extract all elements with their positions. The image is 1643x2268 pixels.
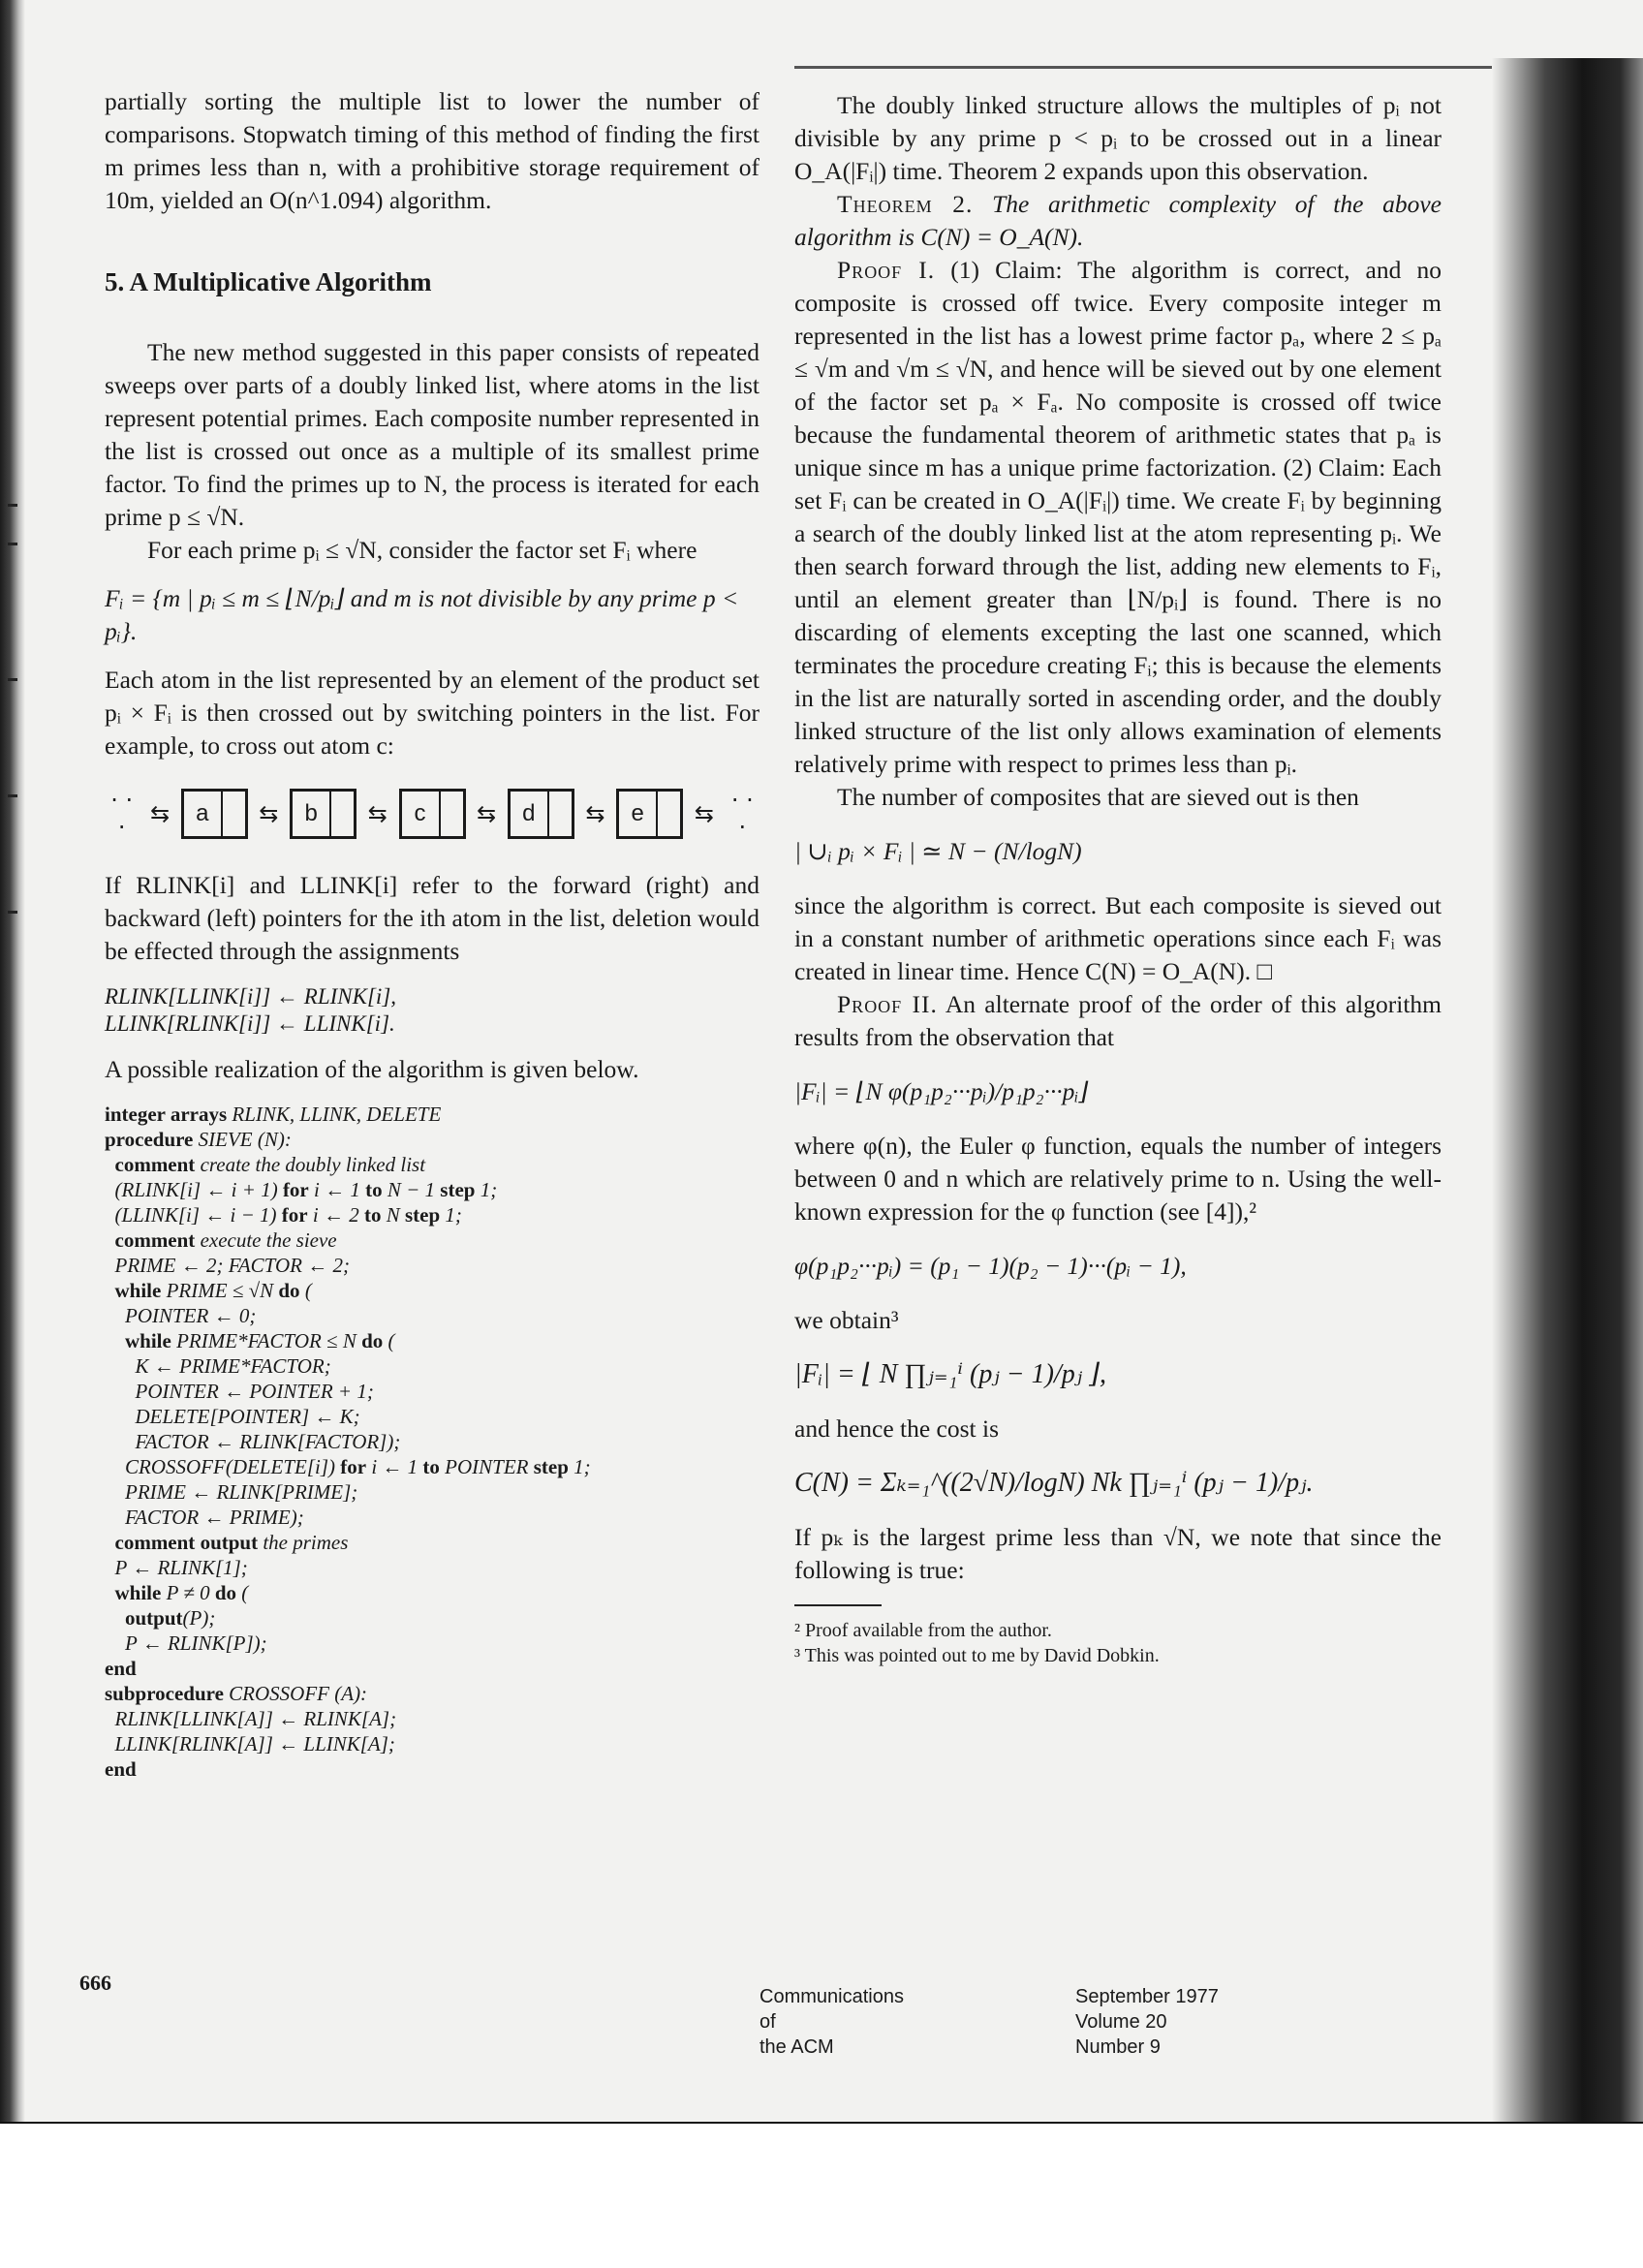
algorithm-listing [105,1102,760,1782]
double-arrow-icon: ⇆ [367,800,388,827]
proof-label: Proof I. [837,256,936,284]
atom-label: e [619,792,658,836]
issue-volume: Volume 20 [1075,2011,1167,2033]
paragraph: For each prime pᵢ ≤ √N, consider the factor set Fᵢ where [147,536,698,564]
top-rule [794,66,1492,69]
page-number: 666 [79,1971,111,1995]
atom-pointer [549,792,572,836]
formula-product: |Fᵢ| = ⌊ N ∏ⱼ₌₁ⁱ (pⱼ − 1)/pⱼ ⌋, [794,1359,1107,1389]
formula-factor-set: Fᵢ = {m | pᵢ ≤ m ≤ ⌊N/pᵢ⌋ and m is not divisible by any prime p < pᵢ}. [105,584,739,645]
code-line: (LLINK[i] ← i − 1) for i ← 2 to N step 1; [105,1203,462,1227]
code-line: (RLINK[i] ← i + 1) for i ← 1 to N − 1 step 1; [105,1178,498,1201]
edge-mark [8,504,17,507]
paragraph: A possible realization of the algorithm is given below. [105,1055,639,1083]
code-line: FACTOR ← PRIME); [105,1506,304,1529]
code-line: while P ≠ 0 do ( [114,1581,249,1604]
right-column [794,89,1442,1668]
paragraph: If RLINK[i] and LLINK[i] refer to the forward (right) and backward (left) pointers for the ith atom in the list, deletion would be effected through the assignments [105,871,760,965]
paragraph: The new method suggested in this paper consists of repeated sweeps over parts of a doubly linked list, where atoms in the list represent potential primes. Each composite number represented in the list is crossed out once as a multiple of its smallest prime factor. To find the primes up to N, the process is iterated for each prime p ≤ √N. [105,338,760,531]
theorem-text: The arithmetic complexity of the above algorithm is C(N) = O_A(N). [794,190,1442,251]
edge-mark [8,543,17,545]
binding-shadow-left [0,0,25,2122]
proof-label: Proof II. [837,990,938,1018]
journal-line: Communications [760,1986,904,2007]
paragraph: and hence the cost is [794,1414,1000,1443]
code-line: DELETE[POINTER] ← K; [105,1405,360,1428]
ellipsis: · · · [110,787,134,841]
issue-date: September 1977 [1075,1986,1219,2007]
list-atom [508,789,574,839]
code-line: CROSSOFF(DELETE[i]) for i ← 1 to POINTER step 1; [105,1455,591,1478]
issue-number: Number 9 [1075,2036,1161,2058]
code-line: subprocedure CROSSOFF (A): [105,1682,368,1705]
assignment: RLINK[LLINK[i]] ← RLINK[i], [105,984,397,1009]
atom-label: a [184,792,223,836]
edge-mark [8,911,17,914]
atom-pointer [331,792,354,836]
double-arrow-icon: ⇆ [585,800,605,827]
paragraph: If pₖ is the largest prime less than √N, we note that since the following is true: [794,1523,1442,1584]
left-column [105,85,760,1782]
journal-line: of [760,2011,776,2033]
code-line: P ← RLINK[P]); [105,1631,267,1655]
footnote-rule [794,1604,882,1606]
ellipsis: · · · [730,787,754,841]
atom-pointer [441,792,463,836]
paragraph: The doubly linked structure allows the multiples of pᵢ not divisible by any prime p < pᵢ to be crossed out in a linear O_A(|Fᵢ|) time. Theorem 2 expands upon this observation. [794,91,1442,185]
paragraph: The number of composites that are sieved out is then [837,783,1359,811]
code-line: LLINK[RLINK[A]] ← LLINK[A]; [105,1732,395,1755]
code-line: P ← RLINK[1]; [105,1556,248,1579]
footnote: ² Proof available from the author. [794,1620,1052,1641]
code-line: POINTER ← 0; [105,1304,257,1327]
code-line: RLINK[LLINK[A]] ← RLINK[A]; [105,1707,397,1730]
code-line: procedure SIEVE (N): [105,1128,292,1151]
theorem [794,188,1442,254]
list-atom [399,789,466,839]
double-arrow-icon: ⇆ [259,800,279,827]
formula-phi: φ(p₁p₂···pᵢ) = (p₁ − 1)(p₂ − 1)···(pᵢ − 1), [794,1252,1187,1280]
atom-pointer [658,792,680,836]
atom-pointer [223,792,245,836]
formula-cost: C(N) = Σₖ₌₁^((2√N)/logN) Nk ∏ⱼ₌₁ⁱ (pⱼ − 1)/pⱼ. [794,1468,1314,1498]
list-atom [181,789,248,839]
code-line: end [105,1657,137,1680]
code-line: PRIME ← RLINK[PRIME]; [105,1480,358,1504]
code-line: while PRIME*FACTOR ≤ N do ( [125,1329,395,1352]
paragraph: where φ(n), the Euler φ function, equals the number of integers between 0 and n which are relatively prime to n. Using the well-known expression for the φ function (see [4]),² [794,1132,1442,1226]
atom-label: d [511,792,549,836]
edge-mark [8,794,17,797]
proof-text: (1) Claim: The algorithm is correct, and no composite is crossed off twice. Every composite integer m represented in the list has a lowest prime factor pₐ, where 2 ≤ pₐ ≤ √m and √m ≤ √N, and hence will be sieved out by one element of the factor set pₐ × Fₐ. No composite is crossed off twice because the fundamental theorem of arithmetic states that pₐ is unique since m has a unique prime factorization. (2) Claim: Each set Fᵢ can be created in O_A(|Fᵢ|) time. We create Fᵢ by beginning a search of the doubly linked list at the atom representing pᵢ. We then search forward through the list, adding new elements to Fᵢ, until an element greater than ⌊N/pᵢ⌋ is found. There is no discarding of elements excepting the last one scanned, which terminates the procedure creating Fᵢ; this is because the elements in the list are naturally sorted in ascending order, and the doubly linked structure of the list only allows examination of elements relatively prime with respect to primes less than pᵢ. [794,256,1442,778]
footnote: ³ This was pointed out to me by David Dobkin. [794,1645,1160,1666]
scan-margin-bottom [0,2122,1643,2268]
code-line: FACTOR ← RLINK[FACTOR]); [105,1430,401,1453]
list-atom [290,789,356,839]
journal-line: the ACM [760,2036,834,2058]
code-line: comment create the doubly linked list [114,1153,426,1176]
proof-two [794,988,1442,1054]
list-atom [616,789,683,839]
proof-one [794,254,1442,781]
proof-text: An alternate proof of the order of this algorithm results from the observation that [794,990,1442,1051]
code-line: end [105,1757,137,1781]
formula-fi: |Fᵢ| = ⌊N φ(p₁p₂···pᵢ)/p₁p₂···pᵢ⌋ [794,1077,1089,1105]
formula-union: | ∪ᵢ pᵢ × Fᵢ | ≃ N − (N/logN) [794,837,1082,865]
code-line: POINTER ← POINTER + 1; [105,1380,374,1403]
paragraph: since the algorithm is correct. But each composite is sieved out in a constant number of arithmetic operations since each Fᵢ was created in linear time. Hence C(N) = O_A(N). □ [794,891,1442,985]
paragraph: Each atom in the list represented by an element of the product set pᵢ × Fᵢ is then crossed out by switching pointers in the list. For example, to cross out atom c: [105,666,760,760]
code-line: K ← PRIME*FACTOR; [105,1354,331,1378]
theorem-label: Theorem 2. [837,190,974,218]
issue-info [1075,1984,1219,2060]
double-arrow-icon: ⇆ [694,800,714,827]
atom-label: c [402,792,441,836]
code-line: output(P); [125,1606,216,1630]
journal-name [760,1984,904,2060]
code-line: comment execute the sieve [114,1228,337,1252]
section-heading: 5. A Multiplicative Algorithm [105,267,432,296]
page-edge-shadow-right [1492,58,1643,2122]
code-line: comment output the primes [114,1531,349,1554]
intro-paragraph: partially sorting the multiple list to lower the number of comparisons. Stopwatch timing of this method of finding the first m primes less than n, with a prohibitive storage requirement of 10m, yielded an O(n^1.094) algorithm. [105,87,760,214]
atom-label: b [293,792,331,836]
code-line: integer arrays RLINK, LLINK, DELETE [105,1103,442,1126]
double-arrow-icon: ⇆ [150,800,170,827]
edge-mark [8,678,17,681]
code-line: while PRIME ≤ √N do ( [114,1279,312,1302]
code-line: PRIME ← 2; FACTOR ← 2; [105,1254,350,1277]
double-arrow-icon: ⇆ [477,800,497,827]
assignment: LLINK[RLINK[i]] ← LLINK[i]. [105,1011,395,1036]
paragraph: we obtain³ [794,1306,899,1334]
linked-list-diagram [105,780,760,848]
